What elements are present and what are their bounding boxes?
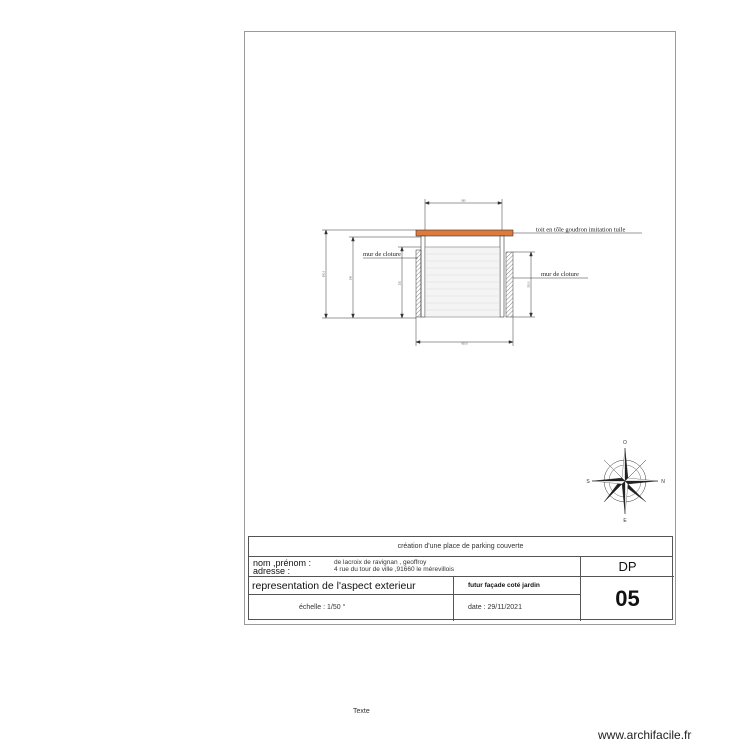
compass-north-label: O bbox=[623, 440, 627, 446]
compass-south-label: E bbox=[623, 518, 627, 524]
dim-door-height-label: 210 bbox=[398, 280, 402, 286]
dim-bottom-label: 600.0 bbox=[461, 342, 468, 346]
name-value: de lacroix de ravignan , geoffroy bbox=[334, 559, 427, 566]
dim-top-label: 560 bbox=[461, 199, 466, 203]
sheet-subtitle: futur façade coté jardin bbox=[454, 577, 581, 595]
text-placeholder: Texte bbox=[353, 708, 370, 715]
compass-rose bbox=[586, 440, 665, 524]
right-post bbox=[500, 236, 504, 317]
roof bbox=[416, 230, 513, 236]
project-title: création d'une place de parking couverte bbox=[249, 537, 672, 557]
watermark: www.archifacile.fr bbox=[598, 728, 692, 742]
dim-overall-height-label: 300.0 bbox=[322, 270, 326, 278]
fence-left-annotation: mur de cloture bbox=[363, 251, 401, 258]
fence-wall-left bbox=[416, 250, 421, 317]
dim-right-wall-label: 200.0 bbox=[527, 281, 531, 288]
title-block bbox=[248, 536, 673, 620]
roof-annotation: toit en tôle goudron imitation tuile bbox=[536, 226, 626, 234]
left-post bbox=[421, 236, 425, 317]
sheet-title: representation de l'aspect exterieur bbox=[249, 577, 454, 595]
dimension-right-wall bbox=[513, 252, 535, 317]
fence-right-annotation: mur de cloture bbox=[541, 271, 579, 278]
scale-field: échelle : 1/50 ° bbox=[249, 595, 454, 621]
address-value: 4 rue du tour de ville ,91660 le mérevillois bbox=[334, 566, 454, 573]
dimension-wall-height bbox=[349, 237, 421, 318]
dimension-top bbox=[425, 199, 502, 230]
compass-main-points bbox=[592, 448, 658, 514]
compass-west-label: S bbox=[586, 479, 590, 485]
owner-block bbox=[249, 557, 581, 577]
document-number: 05 bbox=[615, 586, 640, 611]
address-label: adresse : bbox=[253, 566, 291, 576]
compass-east-label: N bbox=[661, 479, 665, 485]
dim-wall-height-label: 245 bbox=[349, 275, 353, 281]
document-code: DP bbox=[581, 557, 674, 577]
date-field: date : 29/11/2021 bbox=[454, 595, 581, 621]
name-label: nom ,prénom : bbox=[253, 558, 312, 568]
fence-wall-right bbox=[506, 252, 513, 317]
